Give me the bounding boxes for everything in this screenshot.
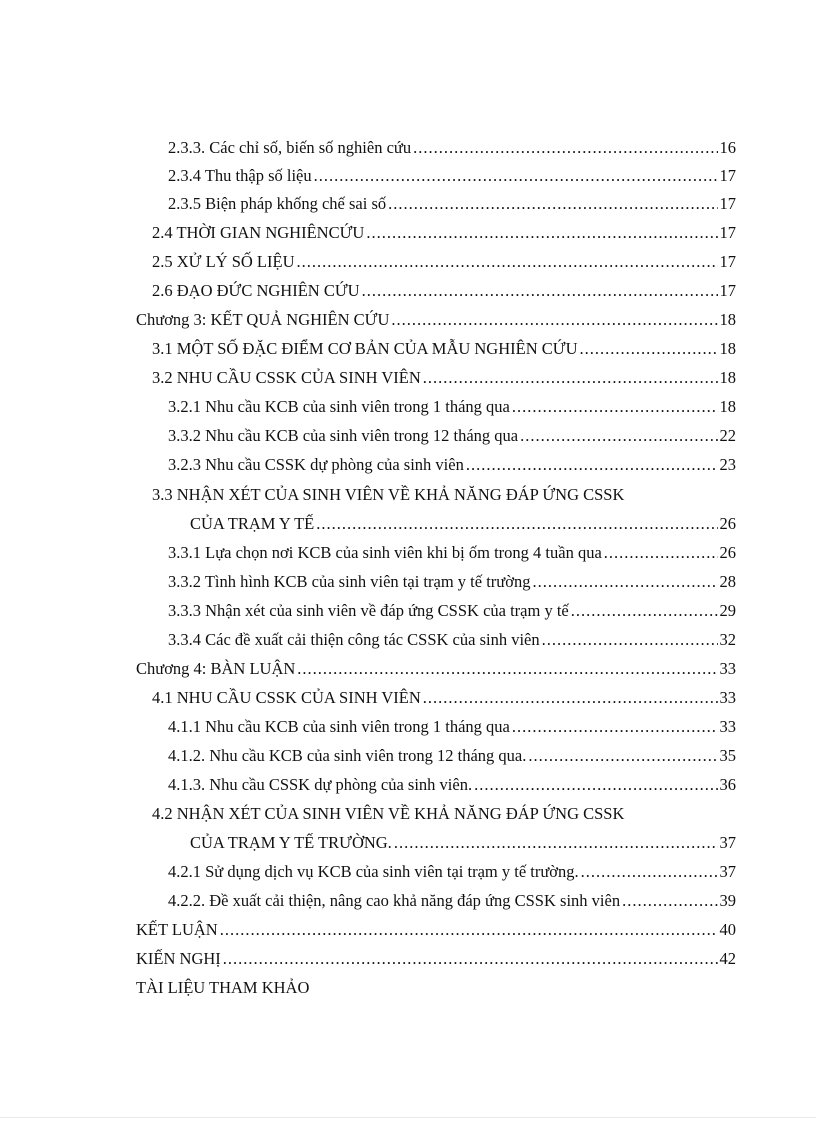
toc-entry-page: 35 [719,746,736,765]
toc-entry-heading[interactable] [152,796,624,824]
toc-entry[interactable] [168,130,736,158]
toc-entry[interactable] [152,680,736,708]
dot-leader [520,426,717,446]
toc-entry-label: 4.1.2. Nhu cầu KCB của sinh viên trong 12 tháng qua. [168,746,527,765]
toc-entry[interactable] [190,506,736,534]
toc-entry-label: KIẾN NGHỊ [136,949,221,968]
dot-leader [532,572,717,592]
toc-entry-label: 3.3.2 Nhu cầu KCB của sinh viên trong 12 tháng qua [168,426,519,445]
toc-entry-label: 2.3.4 Thu thập số liệu [168,166,312,185]
toc-entry-page: 33 [719,659,736,678]
toc-entry-page: 16 [719,138,736,157]
toc-entry-page: 17 [719,223,736,242]
dot-leader [466,455,718,475]
toc-entry-page: 23 [719,455,736,474]
toc-entry-label: 3.3.1 Lựa chọn nơi KCB của sinh viên khi bị ốm trong 4 tuần qua [168,543,602,562]
dot-leader [391,310,717,330]
page-bottom-edge [0,1117,816,1118]
toc-entry-label: 3.2 NHU CẦU CSSK CỦA SINH VIÊN [152,368,421,387]
toc-entry-page: 29 [719,601,736,620]
toc-entry-page: 32 [719,630,736,649]
dot-leader [571,601,718,621]
toc-entry[interactable] [168,535,736,563]
toc-entry-label: 3.2.3 Nhu cầu CSSK dự phòng của sinh viên [168,455,464,474]
toc-entry-label: 3.3.2 Tình hình KCB của sinh viên tại trạm y tế trường [168,572,531,591]
toc-entry[interactable] [136,651,736,679]
dot-leader [314,166,718,186]
toc-entry[interactable] [152,273,736,301]
toc-entry-label: 4.1 NHU CẦU CSSK CỦA SINH VIÊN [152,688,421,707]
dot-leader [423,688,718,708]
dot-leader [316,514,717,534]
toc-entry[interactable] [168,593,736,621]
toc-entry-page: 26 [719,543,736,562]
toc-entry[interactable] [190,825,736,853]
toc-entry-page: 22 [719,426,736,445]
toc-entry[interactable] [168,564,736,592]
toc-entry-label: 4.1.3. Nhu cầu CSSK dự phòng của sinh viên. [168,775,473,794]
toc-entry[interactable] [168,709,736,737]
toc-entry-label: Chương 3: KẾT QUẢ NGHIÊN CỨU [136,310,390,329]
dot-leader [512,397,718,417]
dot-leader [581,862,718,882]
toc-entry-page: 18 [719,310,736,329]
toc-entry-label: 4.2 NHẬN XÉT CỦA SINH VIÊN VỀ KHẢ NĂNG ĐÁP ỨNG CSSK [152,804,625,823]
toc-entry-label: KẾT LUẬN [136,920,218,939]
toc-entry-label: TÀI LIỆU THAM KHẢO [136,978,310,997]
dot-leader [604,543,718,563]
toc-entry-label: 3.3.4 Các đề xuất cải thiện công tác CSSK của sinh viên [168,630,540,649]
toc-entry-label: CỦA TRẠM Y TẾ TRƯỜNG. [190,833,392,852]
toc-entry-page: 26 [719,514,736,533]
dot-leader [362,281,718,301]
toc-entry-label: CỦA TRẠM Y TẾ [190,514,315,533]
toc-entry-label: 2.6 ĐẠO ĐỨC NGHIÊN CỨU [152,281,360,300]
toc-entry[interactable] [168,883,736,911]
toc-entry-page: 42 [719,949,736,968]
dot-leader [542,630,718,650]
toc-entry-page: 33 [719,717,736,736]
dot-leader [622,891,717,911]
toc-entry[interactable] [136,302,736,330]
toc-entry[interactable] [168,389,736,417]
toc-entry-page: 18 [719,339,736,358]
toc-entry[interactable] [168,186,736,214]
toc-entry[interactable] [168,418,736,446]
toc-entry-page: 37 [719,862,736,881]
toc-entry[interactable] [152,215,736,243]
toc-entry-page: 17 [719,194,736,213]
toc-entry-page: 28 [719,572,736,591]
dot-leader [297,659,717,679]
toc-entry-page: 39 [719,891,736,910]
toc-entry-page: 18 [719,397,736,416]
toc-entry-label: 3.3.3 Nhận xét của sinh viên về đáp ứng CSSK của trạm y tế [168,601,569,620]
toc-entry-page: 40 [719,920,736,939]
toc-entry-page: 33 [719,688,736,707]
dot-leader [512,717,718,737]
toc-entry[interactable] [168,767,736,795]
toc-entry[interactable] [168,158,736,186]
toc-entry[interactable] [168,622,736,650]
toc-entry[interactable] [152,360,736,388]
dot-leader [528,746,717,766]
dot-leader [423,368,718,388]
toc-entry-page: 17 [719,281,736,300]
toc-entry-page: 36 [719,775,736,794]
dot-leader [297,252,718,272]
toc-entry-label: 4.2.2. Đề xuất cải thiện, nâng cao khả năng đáp ứng CSSK sinh viên [168,891,621,910]
toc-entry[interactable] [168,854,736,882]
dot-leader [413,138,717,158]
toc-entry-page: 17 [719,166,736,185]
toc-entry-label: Chương 4: BÀN LUẬN [136,659,296,678]
dot-leader [474,775,717,795]
dot-leader [388,194,717,214]
toc-entry[interactable] [136,941,736,969]
toc-entry-heading[interactable] [136,970,309,998]
toc-entry-label: 3.1 MỘT SỐ ĐẶC ĐIỂM CƠ BẢN CỦA MẪU NGHIÊN CỨU [152,339,578,358]
toc-entry-label: 3.2.1 Nhu cầu KCB của sinh viên trong 1 tháng qua [168,397,510,416]
toc-entry-label: 3.3 NHẬN XÉT CỦA SINH VIÊN VỀ KHẢ NĂNG ĐÁP ỨNG CSSK [152,485,625,504]
toc-entry-label: 2.4 THỜI GIAN NGHIÊNCỨU [152,223,365,242]
toc-entry[interactable] [152,244,736,272]
toc-entry-label: 2.5 XỬ LÝ SỐ LIỆU [152,252,295,271]
toc-entry[interactable] [168,738,736,766]
toc-entry-page: 18 [719,368,736,387]
toc-entry-heading[interactable] [152,477,624,505]
toc-entry-page: 17 [719,252,736,271]
dot-leader [223,949,718,969]
dot-leader [220,920,718,940]
toc-entry[interactable] [136,912,736,940]
toc-entry-page: 37 [719,833,736,852]
toc-entry-label: 2.3.3. Các chỉ số, biến số nghiên cứu [168,138,412,157]
dot-leader [366,223,717,243]
dot-leader [579,339,717,359]
toc-entry-label: 4.1.1 Nhu cầu KCB của sinh viên trong 1 tháng qua [168,717,510,736]
toc-entry[interactable] [168,447,736,475]
dot-leader [394,833,718,853]
toc-entry-label: 2.3.5 Biện pháp khống chế sai số [168,194,387,213]
toc-entry-label: 4.2.1 Sử dụng dịch vụ KCB của sinh viên tại trạm y tế trường. [168,862,579,881]
toc-entry[interactable] [152,331,736,359]
